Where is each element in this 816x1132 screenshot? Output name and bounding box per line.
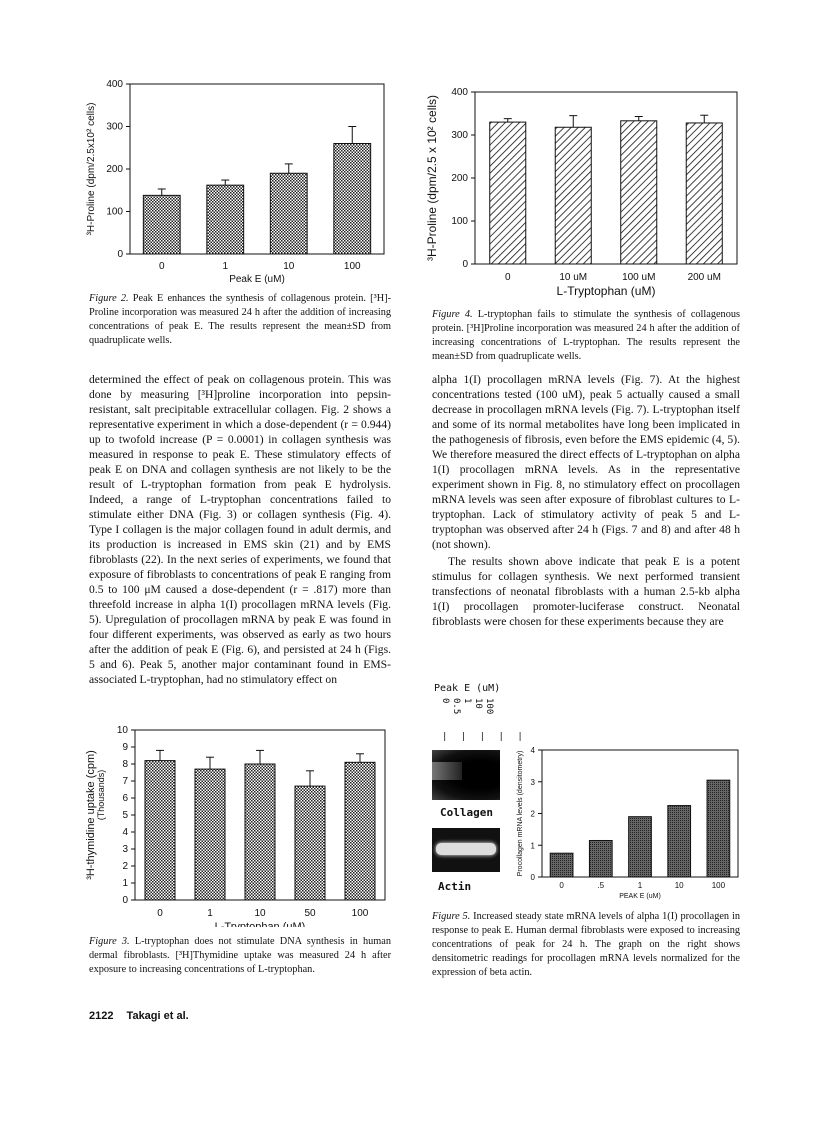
y-tick-label: 8 <box>122 759 128 770</box>
y-axis-label: ³H-thymidine uptake (cpm) <box>85 750 97 880</box>
bar <box>668 806 691 877</box>
y-tick-label: 3 <box>122 844 128 855</box>
bar <box>629 817 652 877</box>
y-tick-label: 6 <box>122 793 128 804</box>
x-tick-label: 10 <box>674 881 684 890</box>
lane-labels <box>438 698 518 726</box>
x-tick-label: 100 uM <box>622 272 656 283</box>
bar <box>295 786 325 900</box>
bar <box>589 840 612 877</box>
bar <box>490 122 526 264</box>
x-tick-label: 0 <box>157 908 163 919</box>
x-tick-label: 0 <box>158 261 165 272</box>
x-tick-label: 0 <box>504 272 511 283</box>
x-tick-label: 100 <box>343 261 361 272</box>
figure-5-caption <box>432 910 740 980</box>
figure-5-chart <box>512 742 747 902</box>
figure-4-label: Figure 4. <box>432 309 473 320</box>
figure-3-chart <box>80 722 400 927</box>
figure-4-caption <box>432 308 740 364</box>
figure-3-caption <box>89 935 391 977</box>
y-tick-label: 400 <box>451 87 468 98</box>
figure-2-caption-text: Peak E enhances the synthesis of collagenous protein. [³H]-Proline incorporation was measured 24 h after the addition of increasing concentrations of peak E. The results represent the mean±SD from quadruplicate wells. <box>89 293 391 346</box>
x-tick-label: 1 <box>222 261 229 272</box>
actin-blot-image <box>432 828 500 872</box>
figure-4-chart <box>420 80 750 305</box>
lane-label: 100 <box>484 698 494 715</box>
figure-2-caption <box>89 292 391 348</box>
bar <box>621 121 657 264</box>
lane-label: 0 <box>440 698 450 704</box>
x-tick-label: 100 <box>351 908 369 919</box>
lane-label: 0.5 <box>451 698 461 715</box>
bar <box>207 185 244 254</box>
bar <box>270 173 307 254</box>
y-tick-label: 400 <box>106 79 123 90</box>
left-column-text: determined the effect of peak on collagenous protein. This was done by measuring [³H]proline incorporation into pepsin-resistant, salt precipitable extracellular collagen. Fig. 2 shows a representative experiment in which a dose-dependent (r = 0.944) up to twofold increase (P = 0.0001) in collagen synthesis was measured in response to peak E. These stimulatory effects of peak E on DNA and collagen synthesis are not likely to be the result of L-tryptophan formation from peak E hydrolysis. Indeed, a range of L-tryptophan concentrations failed to stimulate either DNA (Fig. 3) or collagen synthesis (Fig. 4). Type I collagen is the major collagen found in adult dermis, and its production is increased in EMS skin (21) and by EMS fibroblasts (22). In the next series of experiments, we found that exposure of fibroblasts to concentrations of peak E ranging from 0.5 to 100 μM caused a dose-dependent (r = .817) more than threefold increase in alpha 1(I) procollagen mRNA levels (Fig. 5). Upregulation of procollagen mRNA by peak E was found in four different experiments, was observed as early as two hours after the addition of peak E (Fig. 6), and persisted at 24 h (Figs. 5 and 6). Peak 5, another major contaminant found in EMS-associated L-tryptophan, had no stimulatory effect on <box>89 373 391 686</box>
bar <box>550 853 573 877</box>
x-axis-label: L-Tryptophan (uM) <box>556 284 656 298</box>
y-tick-label: 200 <box>106 164 123 175</box>
collagen-label: Collagen <box>440 806 493 819</box>
x-tick-label: 10 uM <box>559 272 588 283</box>
x-tick-label: .5 <box>597 881 605 890</box>
right-paragraph-2: The results shown above indicate that peak E is a potent stimulus for collagen synthesis. We next performed transient transfections of neonatal fibroblasts with a human 2.5-kb alpha 1(I) procollagen promoter-luciferase construct. Neonatal fibroblasts were chosen for these experiments because they are <box>432 555 740 628</box>
figure-4-caption-text: L-tryptophan fails to stimulate the synthesis of collagenous protein. [³H]Proline incorporation was measured 24 h after the addition of increasing concentrations of L-tryptophan. The results represent the mean±SD from quadruplicate wells. <box>432 309 741 362</box>
bar <box>143 195 180 254</box>
page-footer <box>89 1010 189 1022</box>
x-tick-label: 100 <box>711 881 726 890</box>
lane-label: 10 <box>473 698 483 709</box>
y-tick-label: 7 <box>122 776 128 787</box>
y-axis-sublabel: (Thousands) <box>96 769 106 821</box>
y-tick-label: 2 <box>122 861 128 872</box>
x-axis-label: Peak E (uM) <box>229 274 285 285</box>
y-tick-label: 10 <box>116 725 128 736</box>
x-tick-label: 1 <box>637 881 643 890</box>
y-axis-label: Procollagen mRNA levels (densitometry) <box>517 750 524 877</box>
figure-5-label: Figure 5. <box>432 911 471 922</box>
y-axis-label: ³H-Proline (dpm/2.5 x 10² cells) <box>425 94 439 262</box>
y-axis-label: ³H-Proline (dpm/2.5x10² cells) <box>86 102 97 236</box>
figure-5-caption-text: Increased steady state mRNA levels of alpha 1(I) procollagen in response to peak E. Human dermal fibroblasts were exposed to increasing concentrations of peak for 24 h. The graph on the right shows densitometric readings for procollagen mRNA levels normalized for the expression of beta actin. <box>432 911 740 978</box>
y-tick-label: 0 <box>530 873 535 882</box>
y-tick-label: 0 <box>117 249 123 260</box>
bar <box>245 764 275 900</box>
bar <box>555 127 591 264</box>
x-tick-label: 50 <box>304 908 316 919</box>
y-tick-label: 5 <box>122 810 128 821</box>
right-column-text <box>432 372 740 629</box>
bar <box>345 762 375 900</box>
figure-4 <box>420 80 750 305</box>
right-paragraph-1: alpha 1(I) procollagen mRNA levels (Fig. 7). At the highest concentrations tested (100 uM), peak 5 actually caused a small decrease in procollagen mRNA levels (Fig. 7). L-tryptophan itself and some of its normal metabolites have long been implicated in the pathogenesis of fibrosis, even before the EMS epidemic (4, 5). We therefore measured the direct effects of L-tryptophan on alpha 1(I) procollagen mRNA levels. As in the representative experiment shown in Fig. 8, no stimulatory effect on procollagen mRNA levels was seen after exposure of fibroblast cultures to L-tryptophan. Lack of stimulatory activity of peak 5 and L-tryptophan was observed after 24 h (Figs. 7 and 8) and after 48 h (not shown). <box>432 373 740 551</box>
y-tick-label: 2 <box>530 809 535 819</box>
figure-3-label: Figure 3. <box>89 936 130 947</box>
y-tick-label: 100 <box>451 216 468 227</box>
y-tick-label: 4 <box>530 746 535 755</box>
figure-3 <box>80 722 400 927</box>
figure-5 <box>512 742 747 902</box>
y-tick-label: 300 <box>451 130 468 141</box>
x-tick-label: 200 uM <box>687 272 721 283</box>
figure-2 <box>80 72 400 287</box>
bar <box>707 780 730 877</box>
y-tick-label: 3 <box>530 777 535 787</box>
bar <box>195 769 225 900</box>
x-axis-label: L-Tryptophan (uM) <box>214 921 306 927</box>
x-tick-label: 0 <box>559 881 564 890</box>
x-tick-label: 1 <box>207 908 213 919</box>
running-authors: Takagi et al. <box>126 1010 189 1022</box>
y-tick-label: 200 <box>451 173 468 184</box>
collagen-blot-image <box>432 750 500 800</box>
bar <box>334 144 371 255</box>
x-tick-label: 10 <box>283 261 295 272</box>
figure-2-label: Figure 2. <box>89 293 129 304</box>
blot-header: Peak E (uM) <box>434 683 501 694</box>
figure-3-caption-text: L-tryptophan does not stimulate DNA synthesis in human dermal fibroblasts. [³H]Thymidine uptake was measured 24 h after exposure to increasing concentrations of L-tryptophan. <box>89 936 391 975</box>
bar <box>145 761 175 900</box>
y-tick-label: 0 <box>122 895 128 906</box>
figure-2-chart <box>80 72 400 287</box>
y-tick-label: 1 <box>530 841 535 851</box>
y-tick-label: 100 <box>106 206 123 218</box>
y-tick-label: 4 <box>122 827 128 838</box>
x-axis-label: PEAK E (uM) <box>619 893 661 900</box>
lane-label: 1 <box>462 698 472 704</box>
x-tick-label: 10 <box>254 908 266 919</box>
actin-label: Actin <box>438 880 472 893</box>
y-tick-label: 300 <box>106 121 123 133</box>
y-tick-label: 9 <box>122 742 128 753</box>
bar <box>686 123 722 264</box>
y-tick-label: 0 <box>462 259 468 270</box>
y-tick-label: 1 <box>122 878 128 889</box>
lane-ticks: | | | | | <box>442 732 527 742</box>
page-number: 2122 <box>89 1010 114 1022</box>
